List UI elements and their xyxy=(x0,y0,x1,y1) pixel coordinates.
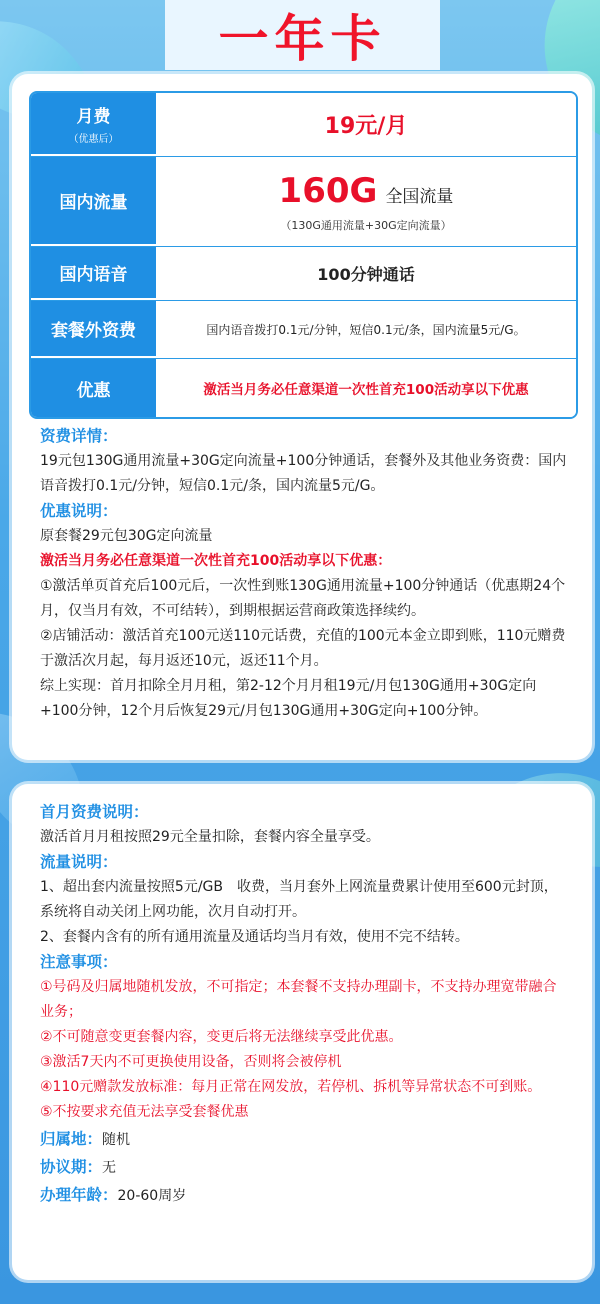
notes-section xyxy=(40,800,570,1209)
fee-details-text: 19元包130G通用流量+30G定向流量+100分钟通话，套餐外及其他业务资费：国内语音拨打0.1元/分钟，短信0.1元/条，国内流量5元/G。 xyxy=(40,453,567,494)
first-month-heading: 首月资费说明： xyxy=(40,803,149,821)
age-line xyxy=(40,1183,570,1209)
promo-summary: 综上实现：首月扣除全月月租，第2-12个月月租19元/月包130G通用+30G定向+100分钟，12个月后恢复29元/月包130G通用+30G定向+100分钟。 xyxy=(40,678,537,719)
data-amount: 160G xyxy=(278,170,378,211)
promo-item: ②店铺活动：激活首充100元送110元话费，充值的100元本金立即到账，110元赠费于激活次月起，每月返还10元，返还11个月。 xyxy=(40,628,566,669)
home-location-label: 归属地： xyxy=(40,1130,103,1148)
first-month-text: 激活首月月租按照29元全量扣除，套餐内容全量享受。 xyxy=(40,829,380,845)
monthly-fee-value: 19元/月 xyxy=(324,114,408,139)
promotion-value: 激活当月务必任意渠道一次性首充100活动享以下优惠 xyxy=(203,382,529,398)
plan-card xyxy=(12,74,592,760)
page-title: 一年卡 xyxy=(218,10,387,68)
notes-card xyxy=(12,784,592,1280)
home-location-line xyxy=(40,1127,570,1153)
home-location-value: 随机 xyxy=(102,1132,131,1148)
table-row xyxy=(31,93,576,157)
attention-item: ①号码及归属地随机发放，不可指定；本套餐不支持办理副卡，不支持办理宽带融合业务； xyxy=(40,979,557,1020)
table-row xyxy=(31,157,576,247)
promo-details-heading: 优惠说明： xyxy=(40,502,118,520)
attention-heading: 注意事项： xyxy=(40,953,118,971)
data-breakdown: （130G通用流量+30G定向流量） xyxy=(280,218,452,232)
row-sublabel: （优惠后） xyxy=(68,134,119,145)
table-row xyxy=(31,247,576,301)
contract-line xyxy=(40,1155,570,1181)
table-row xyxy=(31,301,576,359)
attention-item: ⑤不按要求充值无法享受套餐优惠 xyxy=(40,1104,249,1120)
flow-item: 1、超出套内流量按照5元/GB 收费，当月套外上网流量费累计使用至600元封顶，系统将自动关闭上网功能，次月自动打开。 xyxy=(40,879,558,920)
row-label-extra-fees: 套餐外资费 xyxy=(51,321,136,341)
promo-item: ①激活单页首充后100元后，一次性到账130G通用流量+100分钟通话（优惠期24个月，仅当月有效，不可结转），到期根据运营商政策选择续约。 xyxy=(40,578,566,619)
data-scope: 全国流量 xyxy=(385,186,454,207)
extra-fees-value: 国内语音拨打0.1元/分钟，短信0.1元/条，国内流量5元/G。 xyxy=(206,323,526,337)
row-label-promotion: 优惠 xyxy=(76,380,111,401)
row-label-domestic-data: 国内流量 xyxy=(59,193,128,213)
flow-item: 2、套餐内含有的所有通用流量及通话均当月有效，使用不完不结转。 xyxy=(40,929,469,945)
flow-heading: 流量说明： xyxy=(40,853,118,871)
promo-original-plan: 原套餐29元包30G定向流量 xyxy=(40,528,213,544)
plan-table xyxy=(29,91,578,419)
attention-item: ③激活7天内不可更换使用设备，否则将会被停机 xyxy=(40,1054,342,1070)
contract-value: 无 xyxy=(102,1160,117,1176)
table-row xyxy=(31,359,576,417)
row-label-monthly-fee: 月费 xyxy=(76,107,111,127)
attention-item: ④110元赠款发放标准：每月正常在网发放，若停机、拆机等异常状态不可到账。 xyxy=(40,1079,542,1095)
attention-item: ②不可随意变更套餐内容，变更后将无法继续享受此优惠。 xyxy=(40,1029,403,1045)
promo-condition: 激活当月务必任意渠道一次性首充100活动享以下优惠： xyxy=(40,553,392,569)
title-banner xyxy=(165,0,440,70)
row-label-voice: 国内语音 xyxy=(59,265,128,285)
fee-details-heading: 资费详情： xyxy=(40,427,118,445)
voice-value: 100分钟通话 xyxy=(317,265,415,284)
age-value: 20-60周岁 xyxy=(117,1188,187,1204)
age-label: 办理年龄： xyxy=(40,1186,118,1204)
contract-label: 协议期： xyxy=(40,1158,103,1176)
fee-details-section xyxy=(40,424,570,724)
